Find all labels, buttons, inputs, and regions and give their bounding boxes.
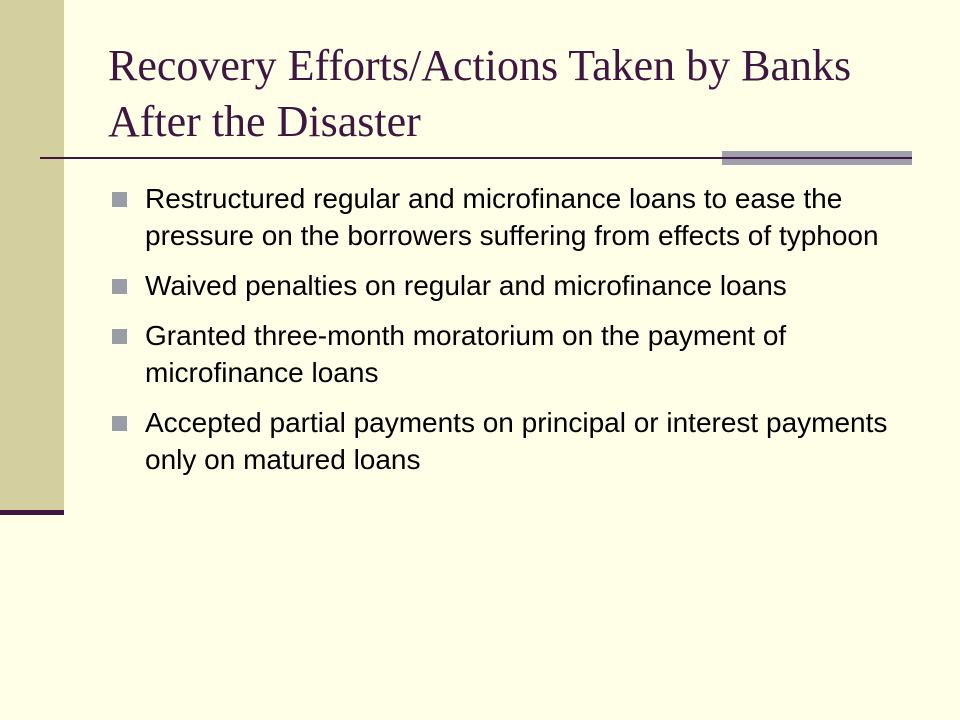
bullet-text: Granted three-month moratorium on the payment of microfinance loans <box>145 320 787 388</box>
bullet-item <box>108 180 908 254</box>
title-divider-accent-top <box>722 151 912 157</box>
square-bullet-icon <box>112 192 127 207</box>
bullet-item <box>108 404 908 478</box>
bullet-item <box>108 267 908 304</box>
left-decorative-bar <box>0 0 64 512</box>
bullet-text: Accepted partial payments on principal or interest payments only on matured loans <box>145 407 888 475</box>
left-bar-accent-line <box>0 510 64 515</box>
bullet-text: Waived penalties on regular and microfinance loans <box>145 270 787 301</box>
bullet-text: Restructured regular and microfinance loans to ease the pressure on the borrowers suffering from effects of typhoon <box>145 183 879 251</box>
title-divider-accent-bottom <box>722 159 912 165</box>
square-bullet-icon <box>112 329 127 344</box>
slide-title: Recovery Efforts/Actions Taken by Banks After the Disaster <box>108 41 852 146</box>
square-bullet-icon <box>112 416 127 431</box>
bullet-list <box>108 180 908 491</box>
square-bullet-icon <box>112 279 127 294</box>
bullet-item <box>108 317 908 391</box>
